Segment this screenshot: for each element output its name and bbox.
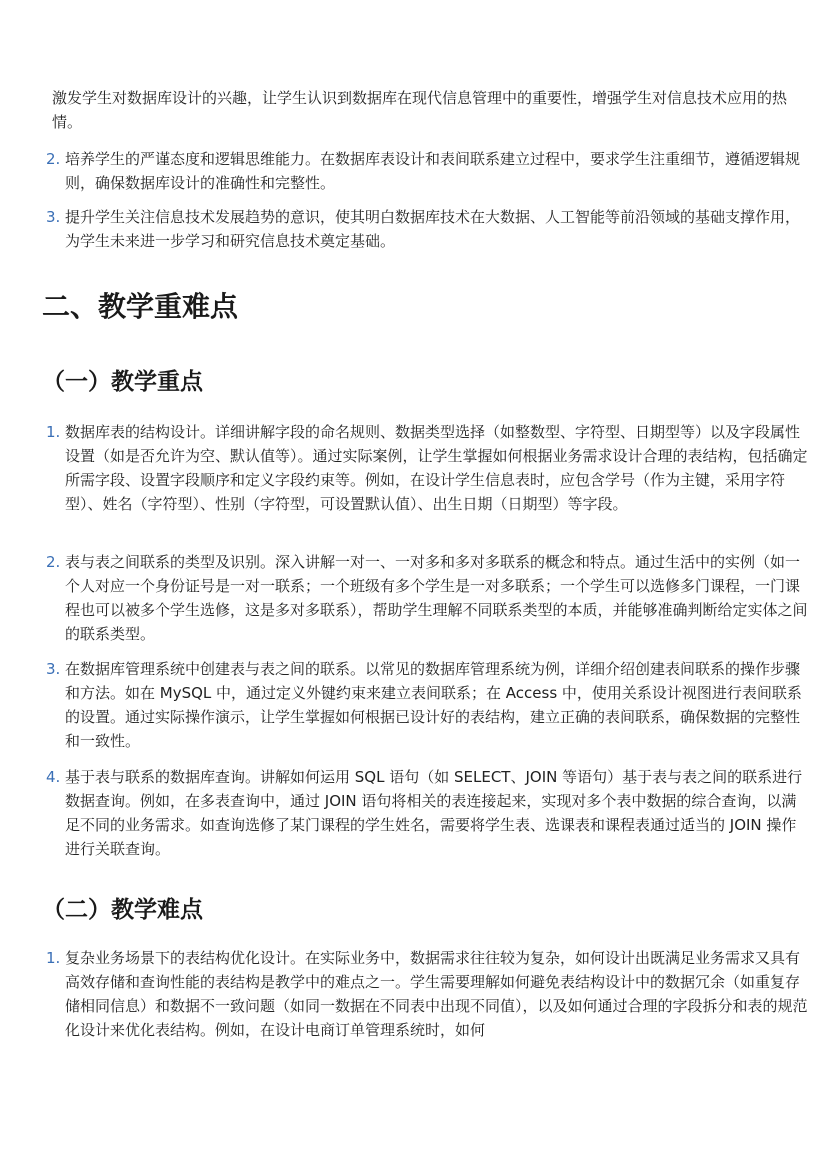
list-number: 1. [46, 423, 61, 441]
section-title: 二、教学重难点 [42, 290, 239, 323]
list-item-text: 提升学生关注信息技术发展趋势的意识，使其明白数据库技术在大数据、人工智能等前沿领域的基础支撑作用，为学生未来进一步学习和研究信息技术奠定基础。 [65, 208, 801, 250]
goal-item [42, 205, 808, 253]
list-number: 3. [46, 208, 61, 226]
list-number: 1. [46, 949, 61, 967]
list-item-text: 数据库表的结构设计。详细讲解字段的命名规则、数据类型选择（如整数型、字符型、日期型等）以及字段属性设置（如是否允许为空、默认值等）。通过实际案例，让学生掌握如何根据业务需求设计合理的表结构，包括确定所需字段、设置字段顺序和定义字段约束等。例如，在设计学生信息表时，应包含学号（作为主键，采用字符型）、姓名（字符型）、性别（字符型，可设置默认值）、出生日期（日期型）等字段。 [65, 423, 808, 513]
difficult-point-item [42, 946, 808, 1042]
key-point-item [42, 420, 808, 516]
list-number: 4. [46, 768, 61, 786]
list-item-text: 复杂业务场景下的表结构优化设计。在实际业务中，数据需求往往较为复杂，如何设计出既满足业务需求又具有高效存储和查询性能的表结构是教学中的难点之一。学生需要理解如何避免表结构设计中的数据冗余（如重复存储相同信息）和数据不一致问题（如同一数据在不同表中出现不同值），以及如何通过合理的字段拆分和表的规范化设计来优化表结构。例如，在设计电商订单管理系统时，如何 [65, 949, 808, 1039]
list-number: 2. [46, 553, 61, 571]
list-number: 3. [46, 660, 61, 678]
difficult-points-heading: （二）教学难点 [42, 897, 203, 923]
list-item-text: 基于表与联系的数据库查询。讲解如何运用 SQL 语句（如 SELECT、JOIN 等语句）基于表与表之间的联系进行数据查询。例如，在多表查询中，通过 JOIN 语句将相关的表连接起来，实现对多个表中数据的综合查询，以满足不同的业务需求。如查询选修了某门课程的学生姓名，需要将学生表、选课表和课程表通过适当的 JOIN 操作进行关联查询。 [65, 768, 803, 858]
key-points-heading: （一）教学重点 [42, 369, 203, 395]
list-item-text: 培养学生的严谨态度和逻辑思维能力。在数据库表设计和表间联系建立过程中，要求学生注重细节，遵循逻辑规则，确保数据库设计的准确性和完整性。 [65, 150, 801, 192]
goal-item [42, 147, 808, 195]
key-point-item [42, 550, 808, 646]
intro-continuation-paragraph: 激发学生对数据库设计的兴趣，让学生认识到数据库在现代信息管理中的重要性，增强学生对信息技术应用的热情。 [52, 89, 788, 131]
list-item-text: 表与表之间联系的类型及识别。深入讲解一对一、一对多和多对多联系的概念和特点。通过生活中的实例（如一个人对应一个身份证号是一对一联系；一个班级有多个学生是一对多联系；一个学生可以选修多门课程，一门课程也可以被多个学生选修，这是多对多联系），帮助学生理解不同联系类型的本质，并能够准确判断给定实体之间的联系类型。 [65, 553, 808, 643]
list-number: 2. [46, 150, 61, 168]
key-point-item [42, 765, 808, 861]
key-point-item [42, 657, 808, 753]
list-item-text: 在数据库管理系统中创建表与表之间的联系。以常见的数据库管理系统为例，详细介绍创建表间联系的操作步骤和方法。如在 MySQL 中，通过定义外键约束来建立表间联系；在 Access 中，使用关系设计视图进行表间联系的设置。通过实际操作演示，让学生掌握如何根据已设计好的表结构，建立正确的表间联系，确保数据的完整性和一致性。 [65, 660, 802, 750]
